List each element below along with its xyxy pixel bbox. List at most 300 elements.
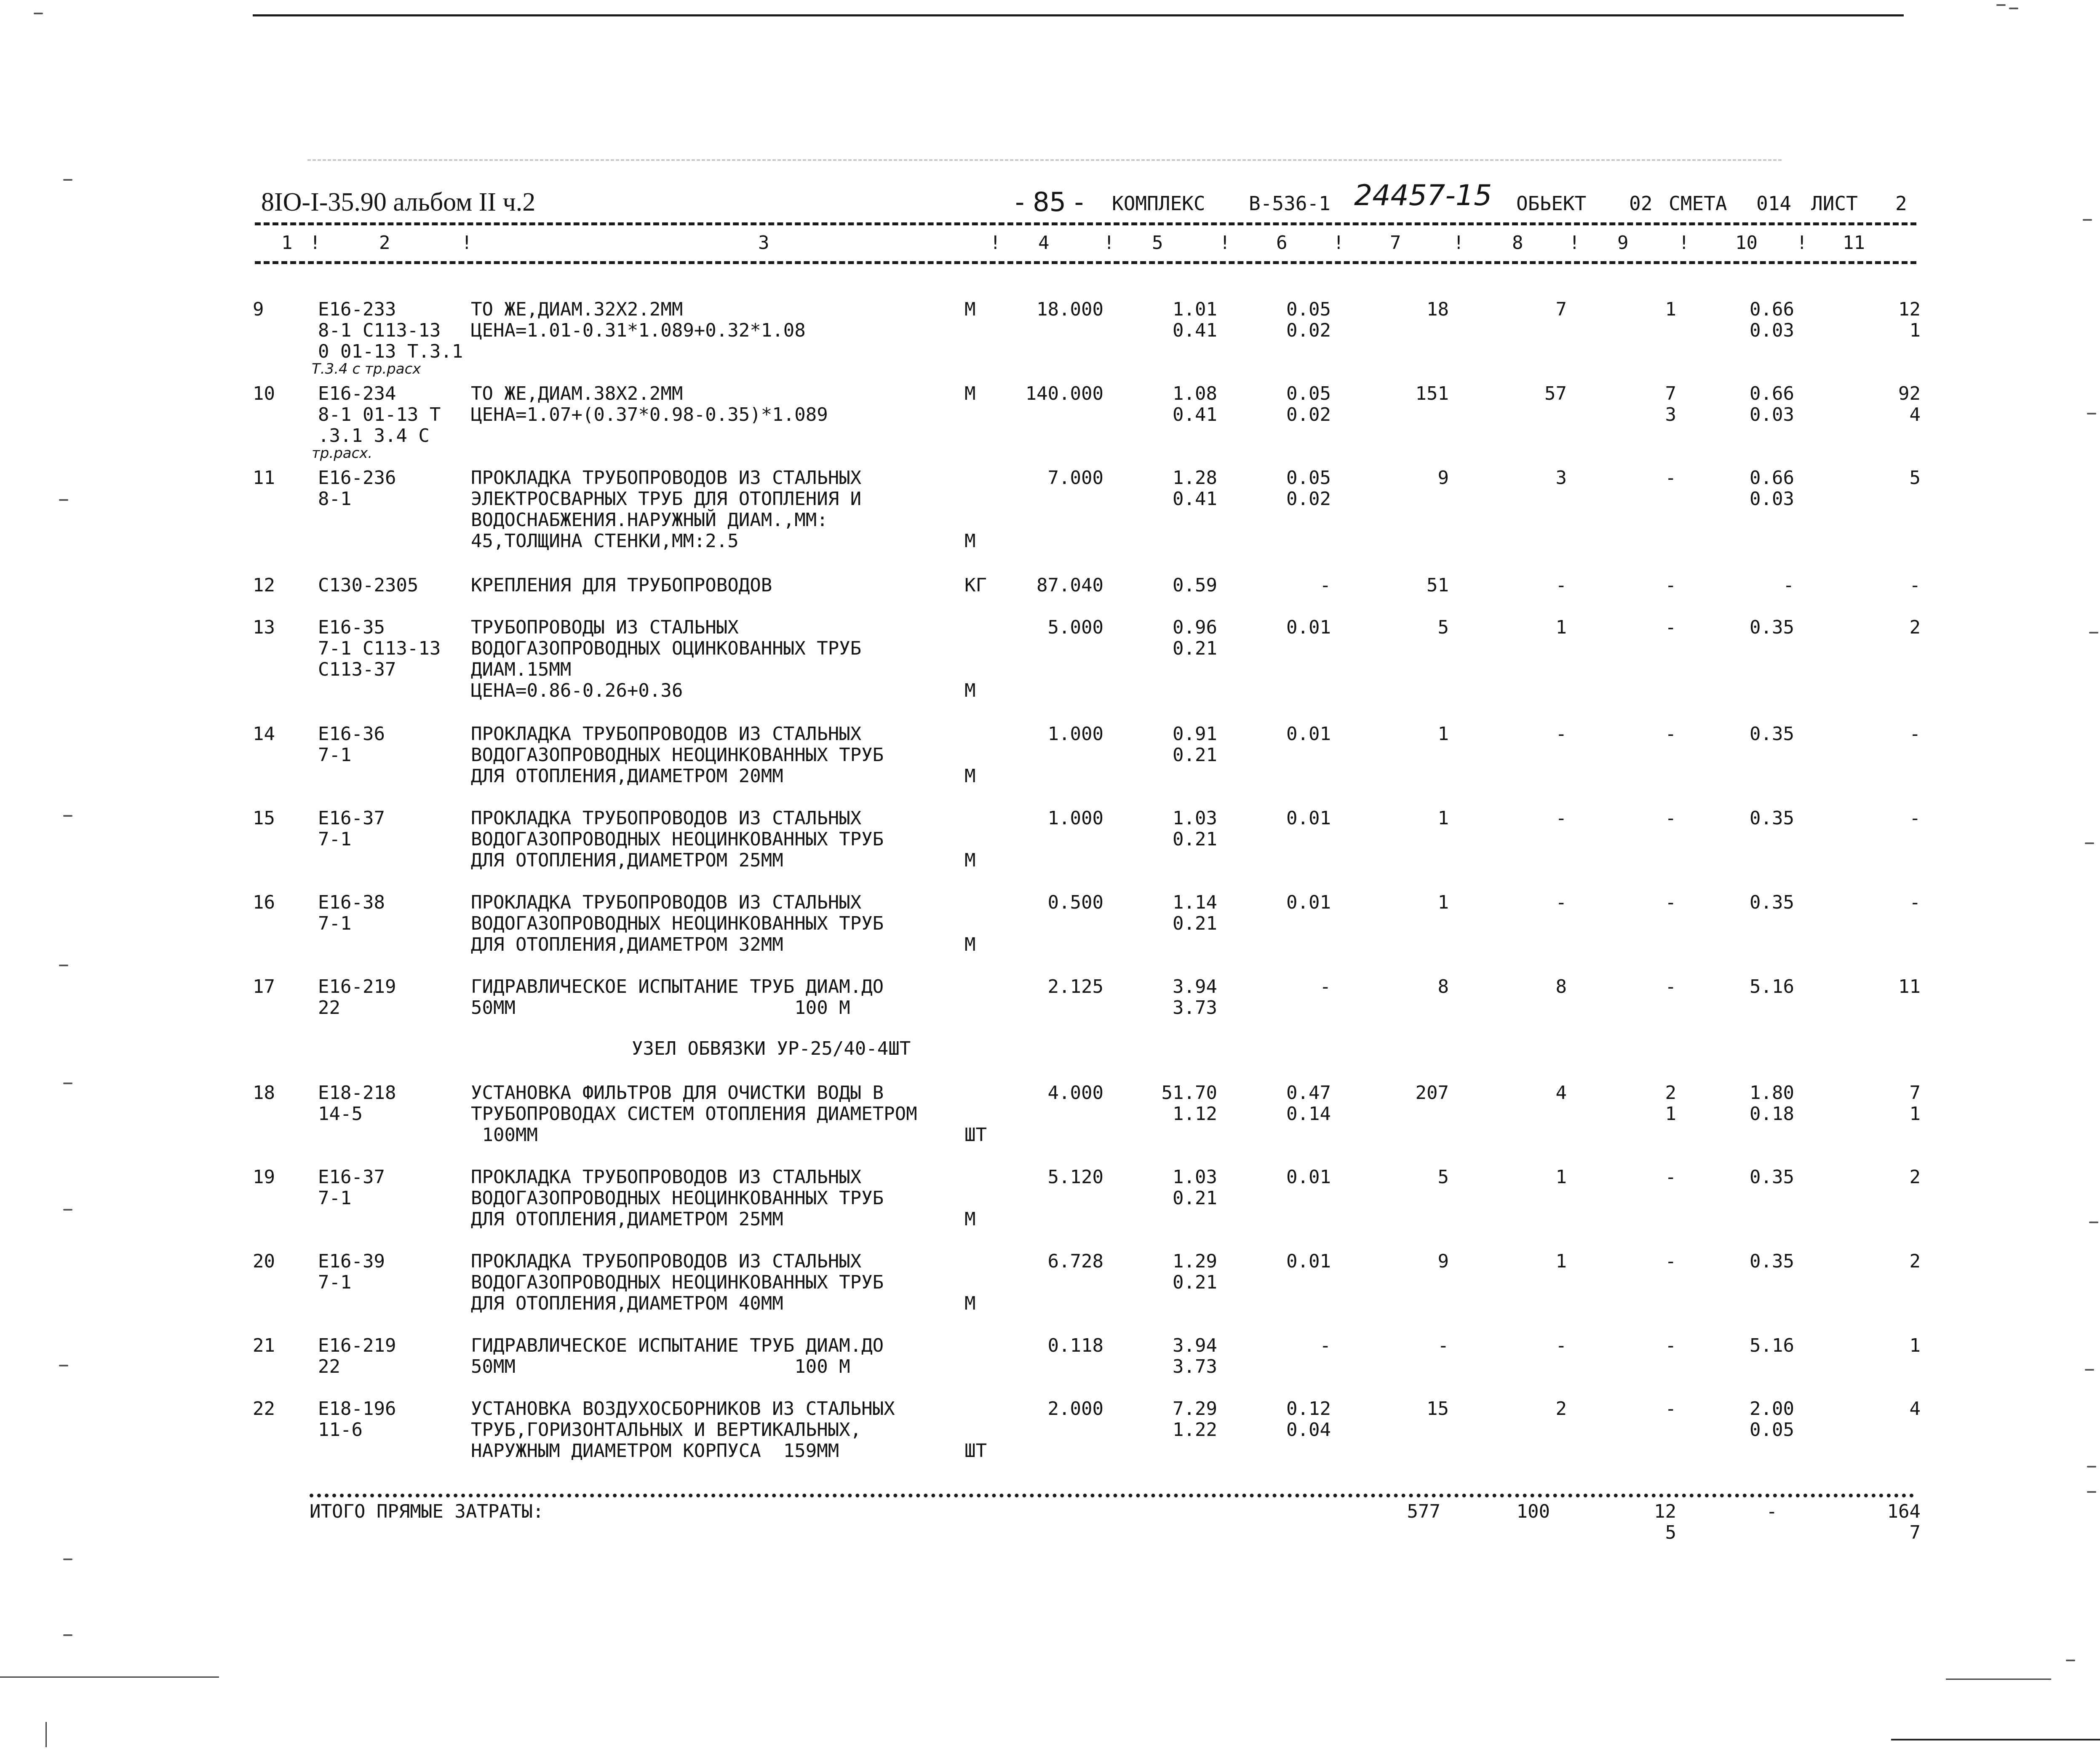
scan-speck xyxy=(63,1083,72,1084)
unit-cost-line1: 3.94 xyxy=(1173,1335,1217,1356)
column-header-10: 10 xyxy=(1735,232,1758,254)
unit-cost-line1: 1.03 xyxy=(1173,807,1217,829)
machine-operation-line2: 1 xyxy=(1665,1103,1676,1125)
unit: М xyxy=(965,1293,976,1314)
work-description-line1: ПРОКЛАДКА ТРУБОПРОВОДОВ ИЗ СТАЛЬНЫХ xyxy=(471,1251,862,1272)
unit-cost-line2: 0.41 xyxy=(1173,320,1217,341)
machine-operation: - xyxy=(1665,1335,1676,1356)
labor-per-unit: 0.35 xyxy=(1750,1251,1794,1272)
row-number: 14 xyxy=(253,723,275,745)
rate-code-line1: Е16-39 xyxy=(318,1251,385,1272)
column-header-1: 1 xyxy=(281,232,293,254)
row-number: 15 xyxy=(253,807,275,829)
labor-per-unit-line2: 0.18 xyxy=(1750,1103,1794,1125)
rate-code-line3: .3.1 3.4 С xyxy=(318,425,430,446)
page-number: - 85 - xyxy=(1015,187,1084,217)
operation-cost-line1: 0.47 xyxy=(1286,1082,1331,1104)
machine-operation: 1 xyxy=(1665,299,1676,320)
quantity: 5.120 xyxy=(1047,1166,1103,1188)
unit-cost-line2: 0.21 xyxy=(1173,1272,1217,1293)
column-header-2: 2 xyxy=(379,232,390,254)
work-description-line2: ТРУБ,ГОРИЗОНТАЛЬНЫХ И ВЕРТИКАЛЬНЫХ, xyxy=(471,1419,862,1441)
column-header-top-rule xyxy=(255,222,1916,225)
operation-cost: 0.01 xyxy=(1286,892,1331,913)
machine-operation: - xyxy=(1665,617,1676,638)
rate-code-line2: 22 xyxy=(318,997,340,1019)
row-number: 11 xyxy=(253,467,275,489)
quantity: 87.040 xyxy=(1037,575,1103,596)
operation-cost-line1: 0.05 xyxy=(1286,383,1331,404)
labor-total: - xyxy=(1909,892,1921,913)
scan-speck xyxy=(2083,219,2092,221)
machine-operation: - xyxy=(1665,976,1676,997)
work-description-line3: ДЛЯ ОТОПЛЕНИЯ,ДИАМЕТРОМ 25ММ xyxy=(471,850,783,871)
total-cost: 9 xyxy=(1437,1251,1449,1272)
column-header-7: 7 xyxy=(1390,232,1401,254)
scan-speck xyxy=(63,179,72,181)
operation-cost: 0.01 xyxy=(1286,1166,1331,1188)
labor-total: 1 xyxy=(1909,1335,1921,1356)
column-header-8: 8 xyxy=(1512,232,1523,254)
total-cost: 1 xyxy=(1437,892,1449,913)
totals-col11-line1: 164 xyxy=(1887,1501,1921,1522)
operation-cost-line2: 0.14 xyxy=(1286,1103,1331,1125)
row-number: 16 xyxy=(253,892,275,913)
base-wage: - xyxy=(1555,892,1567,913)
base-wage: - xyxy=(1555,723,1567,745)
unit-cost-line1: 7.29 xyxy=(1173,1398,1217,1420)
object-label: ОБЬЕКТ xyxy=(1516,192,1587,215)
scan-speck xyxy=(2085,842,2094,844)
scan-speck xyxy=(2087,1466,2096,1468)
base-wage: 2 xyxy=(1555,1398,1567,1420)
total-cost: 5 xyxy=(1437,1166,1449,1188)
rate-code-line1: Е16-219 xyxy=(318,1335,396,1356)
scan-speck xyxy=(63,1209,72,1211)
work-description-line1: УСТАНОВКА ВОЗДУХОСБОРНИКОВ ИЗ СТАЛЬНЫХ xyxy=(471,1398,895,1420)
object-value: 02 xyxy=(1629,192,1653,215)
column-header-5: 5 xyxy=(1152,232,1163,254)
quantity: 4.000 xyxy=(1047,1082,1103,1104)
sheet-value: 2 xyxy=(1895,192,1907,215)
unit: КГ xyxy=(965,575,987,596)
totals-col10: - xyxy=(1766,1501,1777,1522)
rate-code-line1: Е16-236 xyxy=(318,467,396,489)
operation-cost-line1: 0.05 xyxy=(1286,299,1331,320)
top-border-line xyxy=(253,14,1904,16)
rate-code-line2: 8-1 xyxy=(318,488,352,510)
unit-cost-line1: 3.94 xyxy=(1173,976,1217,997)
scan-speck xyxy=(63,815,72,817)
labor-per-unit-line1: 2.00 xyxy=(1750,1398,1794,1420)
column-header-bottom-rule xyxy=(255,261,1916,264)
labor-total-line2: 1 xyxy=(1909,1103,1921,1125)
quantity: 0.500 xyxy=(1047,892,1103,913)
work-description-line2: 50ММ 100 М xyxy=(471,997,850,1019)
totals-col7: 577 xyxy=(1407,1501,1440,1522)
base-wage: 4 xyxy=(1555,1082,1567,1104)
work-description-line1: ПРОКЛАДКА ТРУБОПРОВОДОВ ИЗ СТАЛЬНЫХ xyxy=(471,1166,862,1188)
row-number: 20 xyxy=(253,1251,275,1272)
operation-cost-line1: 0.12 xyxy=(1286,1398,1331,1420)
bottom-border-line xyxy=(1891,1739,2100,1740)
rate-code-line1: Е18-196 xyxy=(318,1398,396,1420)
base-wage: - xyxy=(1555,1335,1567,1356)
handwritten-code: 24457-15 xyxy=(1354,179,1492,212)
work-description-line3: ДЛЯ ОТОПЛЕНИЯ,ДИАМЕТРОМ 40ММ xyxy=(471,1293,783,1314)
unit: ШТ xyxy=(965,1440,987,1462)
work-description-line1: ПРОКЛАДКА ТРУБОПРОВОДОВ ИЗ СТАЛЬНЫХ xyxy=(471,892,862,913)
work-description-line1: ПРОКЛАДКА ТРУБОПРОВОДОВ ИЗ СТАЛЬНЫХ xyxy=(471,723,862,745)
base-wage: 57 xyxy=(1544,383,1567,404)
work-description-line2: ВОДОГАЗОПРОВОДНЫХ НЕОЦИНКОВАННЫХ ТРУБ xyxy=(471,744,884,766)
column-header-11: 11 xyxy=(1843,232,1865,254)
labor-total: 4 xyxy=(1909,1398,1921,1420)
column-separator: ! xyxy=(1333,232,1344,254)
operation-cost-line1: 0.05 xyxy=(1286,467,1331,489)
work-description-line1: ГИДРАВЛИЧЕСКОЕ ИСПЫТАНИЕ ТРУБ ДИАМ.ДО xyxy=(471,976,884,997)
base-wage: - xyxy=(1555,575,1567,596)
rate-code-line2: 7-1 С113-13 xyxy=(318,638,441,659)
work-description-line1: ТРУБОПРОВОДЫ ИЗ СТАЛЬНЫХ xyxy=(471,617,739,638)
column-header-4: 4 xyxy=(1038,232,1050,254)
work-description-line2: ВОДОГАЗОПРОВОДНЫХ НЕОЦИНКОВАННЫХ ТРУБ xyxy=(471,829,884,850)
bottom-right-scan-line xyxy=(1946,1679,2051,1680)
rate-code-line1: Е16-233 xyxy=(318,299,396,320)
labor-per-unit-line1: 0.66 xyxy=(1750,467,1794,489)
labor-total-line2: 1 xyxy=(1909,320,1921,341)
work-description-line2: ВОДОГАЗОПРОВОДНЫХ НЕОЦИНКОВАННЫХ ТРУБ xyxy=(471,913,884,934)
rate-code-line1: Е16-219 xyxy=(318,976,396,997)
labor-per-unit-line1: 0.66 xyxy=(1750,383,1794,404)
estimate-label: СМЕТА xyxy=(1669,192,1727,215)
row-number: 18 xyxy=(253,1082,275,1104)
total-cost: 207 xyxy=(1415,1082,1449,1104)
work-description-line3: НАРУЖНЫМ ДИАМЕТРОМ КОРПУСА 159ММ xyxy=(471,1440,839,1462)
scan-speck xyxy=(2009,8,2018,9)
work-description-line4: ЦЕНА=0.86-0.26+0.36 xyxy=(471,680,683,701)
column-header-3: 3 xyxy=(758,232,769,254)
work-description: КРЕПЛЕНИЯ ДЛЯ ТРУБОПРОВОДОВ xyxy=(471,575,772,596)
operation-cost: - xyxy=(1320,575,1331,596)
scan-speck xyxy=(59,499,68,501)
bottom-left-scan-line xyxy=(0,1676,219,1678)
row-number: 10 xyxy=(253,383,275,404)
column-separator: ! xyxy=(1453,232,1464,254)
labor-per-unit-line2: 0.03 xyxy=(1750,320,1794,341)
unit-cost-line2: 0.21 xyxy=(1173,744,1217,766)
row-number: 9 xyxy=(253,299,264,320)
base-wage: 1 xyxy=(1555,1251,1567,1272)
labor-per-unit: - xyxy=(1783,575,1794,596)
row-number: 13 xyxy=(253,617,275,638)
labor-per-unit: 5.16 xyxy=(1750,1335,1794,1356)
rate-code-line2: 7-1 xyxy=(318,1187,352,1209)
scan-speck xyxy=(2085,1369,2094,1371)
column-separator: ! xyxy=(1678,232,1690,254)
machine-operation-line1: 2 xyxy=(1665,1082,1676,1104)
column-separator: ! xyxy=(310,232,321,254)
operation-cost: 0.01 xyxy=(1286,1251,1331,1272)
unit-cost-line2: 3.73 xyxy=(1173,1356,1217,1377)
unit-cost-line2: 0.41 xyxy=(1173,488,1217,510)
machine-operation: - xyxy=(1665,807,1676,829)
quantity: 140.000 xyxy=(1025,383,1103,404)
total-cost: - xyxy=(1437,1335,1449,1356)
scan-speck xyxy=(63,1559,72,1560)
unit: М xyxy=(965,530,976,552)
unit-cost-line1: 1.29 xyxy=(1173,1251,1217,1272)
work-description-line3: ДЛЯ ОТОПЛЕНИЯ,ДИАМЕТРОМ 20ММ xyxy=(471,765,783,787)
total-cost: 1 xyxy=(1437,723,1449,745)
work-description-line3: ДИАМ.15ММ xyxy=(471,659,572,680)
work-description-line1: ПРОКЛАДКА ТРУБОПРОВОДОВ ИЗ СТАЛЬНЫХ xyxy=(471,807,862,829)
unit: ШТ xyxy=(965,1124,987,1146)
column-header-6: 6 xyxy=(1276,232,1288,254)
machine-operation: - xyxy=(1665,1251,1676,1272)
work-description-line2: ВОДОГАЗОПРОВОДНЫХ НЕОЦИНКОВАННЫХ ТРУБ xyxy=(471,1272,884,1293)
total-cost: 151 xyxy=(1415,383,1449,404)
total-cost: 8 xyxy=(1437,976,1449,997)
unit-cost-line1: 0.96 xyxy=(1173,617,1217,638)
machine-operation: - xyxy=(1665,892,1676,913)
machine-operation: - xyxy=(1665,723,1676,745)
labor-per-unit: 0.35 xyxy=(1750,723,1794,745)
operation-cost: - xyxy=(1320,1335,1331,1356)
total-cost: 9 xyxy=(1437,467,1449,489)
row-number: 21 xyxy=(253,1335,275,1356)
quantity: 5.000 xyxy=(1047,617,1103,638)
unit-cost-line2: 0.21 xyxy=(1173,638,1217,659)
scan-speck xyxy=(63,1634,72,1636)
unit: М xyxy=(965,299,976,320)
rate-code-line1: Е18-218 xyxy=(318,1082,396,1104)
work-description-line2: ВОДОГАЗОПРОВОДНЫХ НЕОЦИНКОВАННЫХ ТРУБ xyxy=(471,1187,884,1209)
work-description-line2: ВОДОГАЗОПРОВОДНЫХ ОЦИНКОВАННЫХ ТРУБ xyxy=(471,638,862,659)
labor-total: 2 xyxy=(1909,1166,1921,1188)
work-description-line2: ЦЕНА=1.07+(0.37*0.98-0.35)*1.089 xyxy=(471,404,828,425)
labor-total-line1: 7 xyxy=(1909,1082,1921,1104)
totals-col9-line2: 5 xyxy=(1665,1522,1676,1543)
faint-dashed-line xyxy=(307,159,1782,161)
scan-speck xyxy=(59,965,68,966)
labor-total: - xyxy=(1909,807,1921,829)
rate-code-line2: 11-6 xyxy=(318,1419,363,1441)
row-number: 17 xyxy=(253,976,275,997)
column-separator: ! xyxy=(990,232,1001,254)
work-description-line3: 100ММ xyxy=(471,1124,538,1146)
labor-total-line1: 12 xyxy=(1898,299,1921,320)
totals-dotted-rule xyxy=(310,1494,1914,1497)
complex-code: В-536-1 xyxy=(1249,192,1331,215)
operation-cost: 0.01 xyxy=(1286,617,1331,638)
labor-per-unit-line1: 1.80 xyxy=(1750,1082,1794,1104)
rate-code-line2: 8-1 01-13 Т xyxy=(318,404,441,425)
labor-per-unit-line2: 0.03 xyxy=(1750,404,1794,425)
labor-per-unit: 0.35 xyxy=(1750,1166,1794,1188)
machine-operation: - xyxy=(1665,467,1676,489)
machine-operation: - xyxy=(1665,1166,1676,1188)
unit: М xyxy=(965,934,976,955)
base-wage: 8 xyxy=(1555,976,1567,997)
unit-cost-line1: 0.91 xyxy=(1173,723,1217,745)
quantity: 0.118 xyxy=(1047,1335,1103,1356)
operation-cost: - xyxy=(1320,976,1331,997)
unit-cost-line1: 1.03 xyxy=(1173,1166,1217,1188)
rate-code-line1: Е16-37 xyxy=(318,1166,385,1188)
unit: М xyxy=(965,1208,976,1230)
unit-cost-line2: 3.73 xyxy=(1173,997,1217,1019)
machine-operation: - xyxy=(1665,575,1676,596)
work-description-line1: ТО ЖЕ,ДИАМ.38Х2.2ММ xyxy=(471,383,683,404)
rate-code-line2: 8-1 С113-13 xyxy=(318,320,441,341)
unit-cost-line1: 1.28 xyxy=(1173,467,1217,489)
column-header-row xyxy=(0,233,2100,258)
labor-per-unit: 0.35 xyxy=(1750,617,1794,638)
base-wage: 1 xyxy=(1555,617,1567,638)
labor-total: 2 xyxy=(1909,1251,1921,1272)
rate-code: С130-2305 xyxy=(318,575,419,596)
work-description-line3: ДЛЯ ОТОПЛЕНИЯ,ДИАМЕТРОМ 32ММ xyxy=(471,934,783,955)
rate-code-line1: Е16-234 xyxy=(318,383,396,404)
labor-per-unit: 5.16 xyxy=(1750,976,1794,997)
column-separator: ! xyxy=(1796,232,1808,254)
column-separator: ! xyxy=(1219,232,1231,254)
labor-total-line2: 4 xyxy=(1909,404,1921,425)
handwritten-note: тр.расх. xyxy=(312,445,373,462)
work-description-line2: 50ММ 100 М xyxy=(471,1356,850,1377)
unit-cost-line2: 0.21 xyxy=(1173,913,1217,934)
machine-operation-line1: 7 xyxy=(1665,383,1676,404)
unit-cost-line1: 51.70 xyxy=(1161,1082,1217,1104)
labor-per-unit: 0.35 xyxy=(1750,892,1794,913)
work-description-line2: ЭЛЕКТРОСВАРНЫХ ТРУБ ДЛЯ ОТОПЛЕНИЯ И xyxy=(471,488,862,510)
operation-cost-line2: 0.02 xyxy=(1286,488,1331,510)
labor-total: 11 xyxy=(1898,976,1921,997)
quantity: 2.125 xyxy=(1047,976,1103,997)
rate-code-line1: Е16-35 xyxy=(318,617,385,638)
complex-label: КОМПЛЕКС xyxy=(1112,192,1205,215)
scan-speck xyxy=(1996,4,2006,6)
unit: М xyxy=(965,765,976,787)
labor-total: 5 xyxy=(1909,467,1921,489)
unit-cost-line2: 0.21 xyxy=(1173,1187,1217,1209)
unit-cost-line2: 1.22 xyxy=(1173,1419,1217,1441)
machine-operation-line2: 3 xyxy=(1665,404,1676,425)
total-cost: 51 xyxy=(1427,575,1449,596)
operation-cost-line2: 0.02 xyxy=(1286,320,1331,341)
quantity: 2.000 xyxy=(1047,1398,1103,1420)
unit-cost-line1: 1.14 xyxy=(1173,892,1217,913)
quantity: 7.000 xyxy=(1047,467,1103,489)
labor-per-unit-line1: 0.66 xyxy=(1750,299,1794,320)
machine-operation: - xyxy=(1665,1398,1676,1420)
unit-cost: 0.59 xyxy=(1173,575,1217,596)
sheet-label: ЛИСТ xyxy=(1811,192,1858,215)
work-description-line4: 45,ТОЛЩИНА СТЕНКИ,ММ:2.5 xyxy=(471,530,739,552)
unit-cost-line1: 1.01 xyxy=(1173,299,1217,320)
labor-per-unit-line2: 0.03 xyxy=(1750,488,1794,510)
scan-speck xyxy=(2089,632,2098,634)
rate-code-line1: Е16-38 xyxy=(318,892,385,913)
base-wage: 7 xyxy=(1555,299,1567,320)
unit-cost-line2: 0.21 xyxy=(1173,829,1217,850)
scan-speck xyxy=(59,1365,68,1366)
estimate-value: 014 xyxy=(1756,192,1792,215)
quantity: 1.000 xyxy=(1047,807,1103,829)
work-description-line3: ВОДОСНАБЖЕНИЯ.НАРУЖНЫЙ ДИАМ.,ММ: xyxy=(471,509,828,531)
operation-cost-line2: 0.02 xyxy=(1286,404,1331,425)
rate-code-line2: 14-5 xyxy=(318,1103,363,1125)
scan-speck xyxy=(2087,413,2096,414)
labor-per-unit: 0.35 xyxy=(1750,807,1794,829)
operation-cost-line2: 0.04 xyxy=(1286,1419,1331,1441)
unit: М xyxy=(965,850,976,871)
rate-code-line2: 7-1 xyxy=(318,913,352,934)
rate-code-line2: 22 xyxy=(318,1356,340,1377)
left-scan-tick xyxy=(45,1722,48,1747)
rate-code-line2: 7-1 xyxy=(318,744,352,766)
work-description-line1: УСТАНОВКА ФИЛЬТРОВ ДЛЯ ОЧИСТКИ ВОДЫ В xyxy=(471,1082,884,1104)
totals-col9-line1: 12 xyxy=(1654,1501,1676,1522)
labor-total: 2 xyxy=(1909,617,1921,638)
operation-cost: 0.01 xyxy=(1286,723,1331,745)
column-separator: ! xyxy=(1569,232,1580,254)
totals-label: ИТОГО ПРЯМЫЕ ЗАТРАТЫ: xyxy=(310,1501,544,1522)
base-wage: - xyxy=(1555,807,1567,829)
handwritten-note: Т.3.4 с тр.расх xyxy=(312,361,421,377)
total-cost: 1 xyxy=(1437,807,1449,829)
column-header-9: 9 xyxy=(1617,232,1629,254)
rate-code-line1: Е16-36 xyxy=(318,723,385,745)
rate-code-line3: С113-37 xyxy=(318,659,396,680)
labor-per-unit-line2: 0.05 xyxy=(1750,1419,1794,1441)
row-number: 12 xyxy=(253,575,275,596)
rate-code-line2: 7-1 xyxy=(318,829,352,850)
total-cost: 15 xyxy=(1427,1398,1449,1420)
work-description-line3: ДЛЯ ОТОПЛЕНИЯ,ДИАМЕТРОМ 25ММ xyxy=(471,1208,783,1230)
document-reference: 8IO-I-35.90 альбом II ч.2 xyxy=(261,188,536,217)
work-description-line1: ПРОКЛАДКА ТРУБОПРОВОДОВ ИЗ СТАЛЬНЫХ xyxy=(471,467,862,489)
labor-total: - xyxy=(1909,575,1921,596)
row-number: 22 xyxy=(253,1398,275,1420)
work-description-line1: ГИДРАВЛИЧЕСКОЕ ИСПЫТАНИЕ ТРУБ ДИАМ.ДО xyxy=(471,1335,884,1356)
base-wage: 1 xyxy=(1555,1166,1567,1188)
section-heading: УЗЕЛ ОБВЯЗКИ УР-25/40-4ШТ xyxy=(632,1038,911,1059)
column-separator: ! xyxy=(1103,232,1115,254)
quantity: 18.000 xyxy=(1037,299,1103,320)
scan-speck xyxy=(2089,1222,2098,1223)
work-description-line2: ТРУБОПРОВОДАХ СИСТЕМ ОТОПЛЕНИЯ ДИАМЕТРОМ xyxy=(471,1103,917,1125)
unit-cost-line2: 1.12 xyxy=(1173,1103,1217,1125)
rate-code-line2: 7-1 xyxy=(318,1272,352,1293)
scan-speck xyxy=(2066,1660,2075,1661)
work-description-line2: ЦЕНА=1.01-0.31*1.089+0.32*1.08 xyxy=(471,320,806,341)
labor-total: - xyxy=(1909,723,1921,745)
unit: М xyxy=(965,680,976,701)
labor-total-line1: 92 xyxy=(1898,383,1921,404)
operation-cost: 0.01 xyxy=(1286,807,1331,829)
row-number: 19 xyxy=(253,1166,275,1188)
unit-cost-line2: 0.41 xyxy=(1173,404,1217,425)
totals-col11-line2: 7 xyxy=(1909,1522,1921,1543)
totals-col8: 100 xyxy=(1516,1501,1550,1522)
base-wage: 3 xyxy=(1555,467,1567,489)
total-cost: 18 xyxy=(1427,299,1449,320)
quantity: 1.000 xyxy=(1047,723,1103,745)
unit: М xyxy=(965,383,976,404)
quantity: 6.728 xyxy=(1047,1251,1103,1272)
